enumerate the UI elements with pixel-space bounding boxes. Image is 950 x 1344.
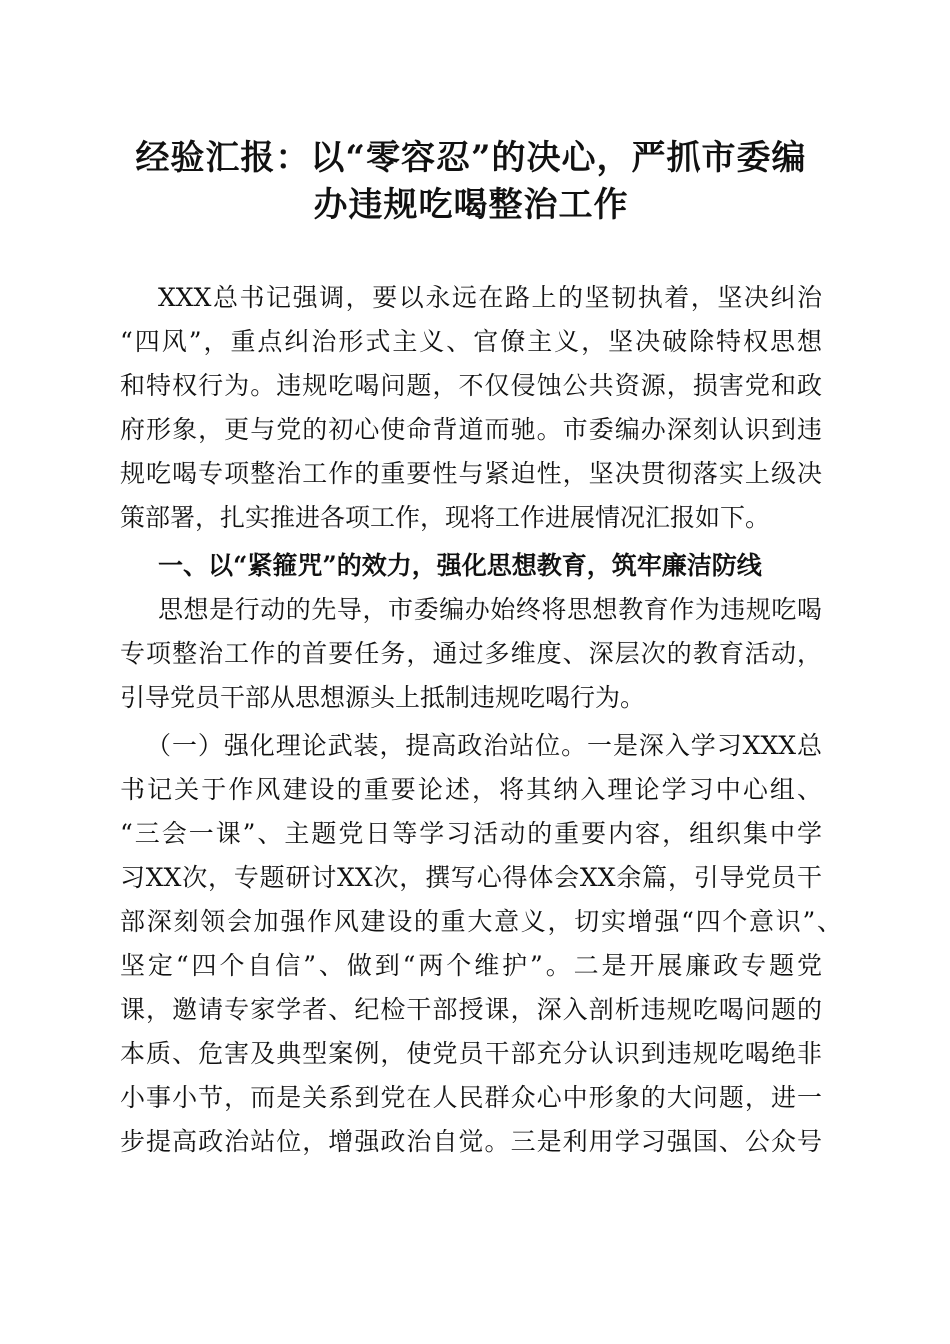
section-heading: 一、以“紧箍咒”的效力，强化思想教育，筑牢廉洁防线 [158, 551, 762, 580]
body-line: XXX总书记强调，要以永远在路上的坚韧执着，坚决纠治 [158, 283, 822, 312]
body-line: 课，邀请专家学者、纪检干部授课，深入剖析违规吃喝问题的 [120, 995, 822, 1024]
body-line: 步提高政治站位，增强政治自觉。三是利用学习强国、公众号 [120, 1127, 822, 1156]
body-line: “三会一课”、主题党日等学习活动的重要内容，组织集中学 [120, 819, 822, 848]
body-line: 策部署，扎实推进各项工作，现将工作进展情况汇报如下。 [120, 503, 771, 532]
body-line: “四风”，重点纠治形式主义、官僚主义，坚决破除特权思想 [120, 327, 822, 356]
document-title-line-2: 办违规吃喝整治工作 [313, 185, 629, 225]
body-line: 府形象，更与党的初心使命背道而驰。市委编办深刻认识到违 [120, 415, 822, 444]
body-line: 习XX次，专题研讨XX次，撰写心得体会XX余篇，引导党员干 [120, 863, 822, 892]
body-line: 思想是行动的先导，市委编办始终将思想教育作为违规吃喝 [158, 595, 822, 624]
body-line: 专项整治工作的首要任务，通过多维度、深层次的教育活动， [120, 639, 822, 668]
body-line: 引导党员干部从思想源头上抵制违规吃喝行为。 [120, 683, 646, 712]
body-line: 和特权行为。违规吃喝问题，不仅侵蚀公共资源，损害党和政 [120, 371, 822, 400]
body-line: 书记关于作风建设的重要论述，将其纳入理论学习中心组、 [120, 775, 822, 804]
body-line: 坚定“四个自信”、做到“两个维护”。二是开展廉政专题党 [120, 951, 822, 980]
body-line: 小事小节，而是关系到党在人民群众心中形象的大问题，进一 [120, 1083, 822, 1112]
body-line: 本质、危害及典型案例，使党员干部充分认识到违规吃喝绝非 [120, 1039, 822, 1068]
document-title-line-1: 经验汇报：以“零容忍”的决心，严抓市委编 [135, 138, 807, 178]
body-line: 规吃喝专项整治工作的重要性与紧迫性，坚决贯彻落实上级决 [120, 459, 822, 488]
body-line: （一）强化理论武装，提高政治站位。一是深入学习XXX总 [146, 731, 822, 760]
body-line: 部深刻领会加强作风建设的重大意义，切实增强“四个意识”、 [120, 907, 842, 936]
